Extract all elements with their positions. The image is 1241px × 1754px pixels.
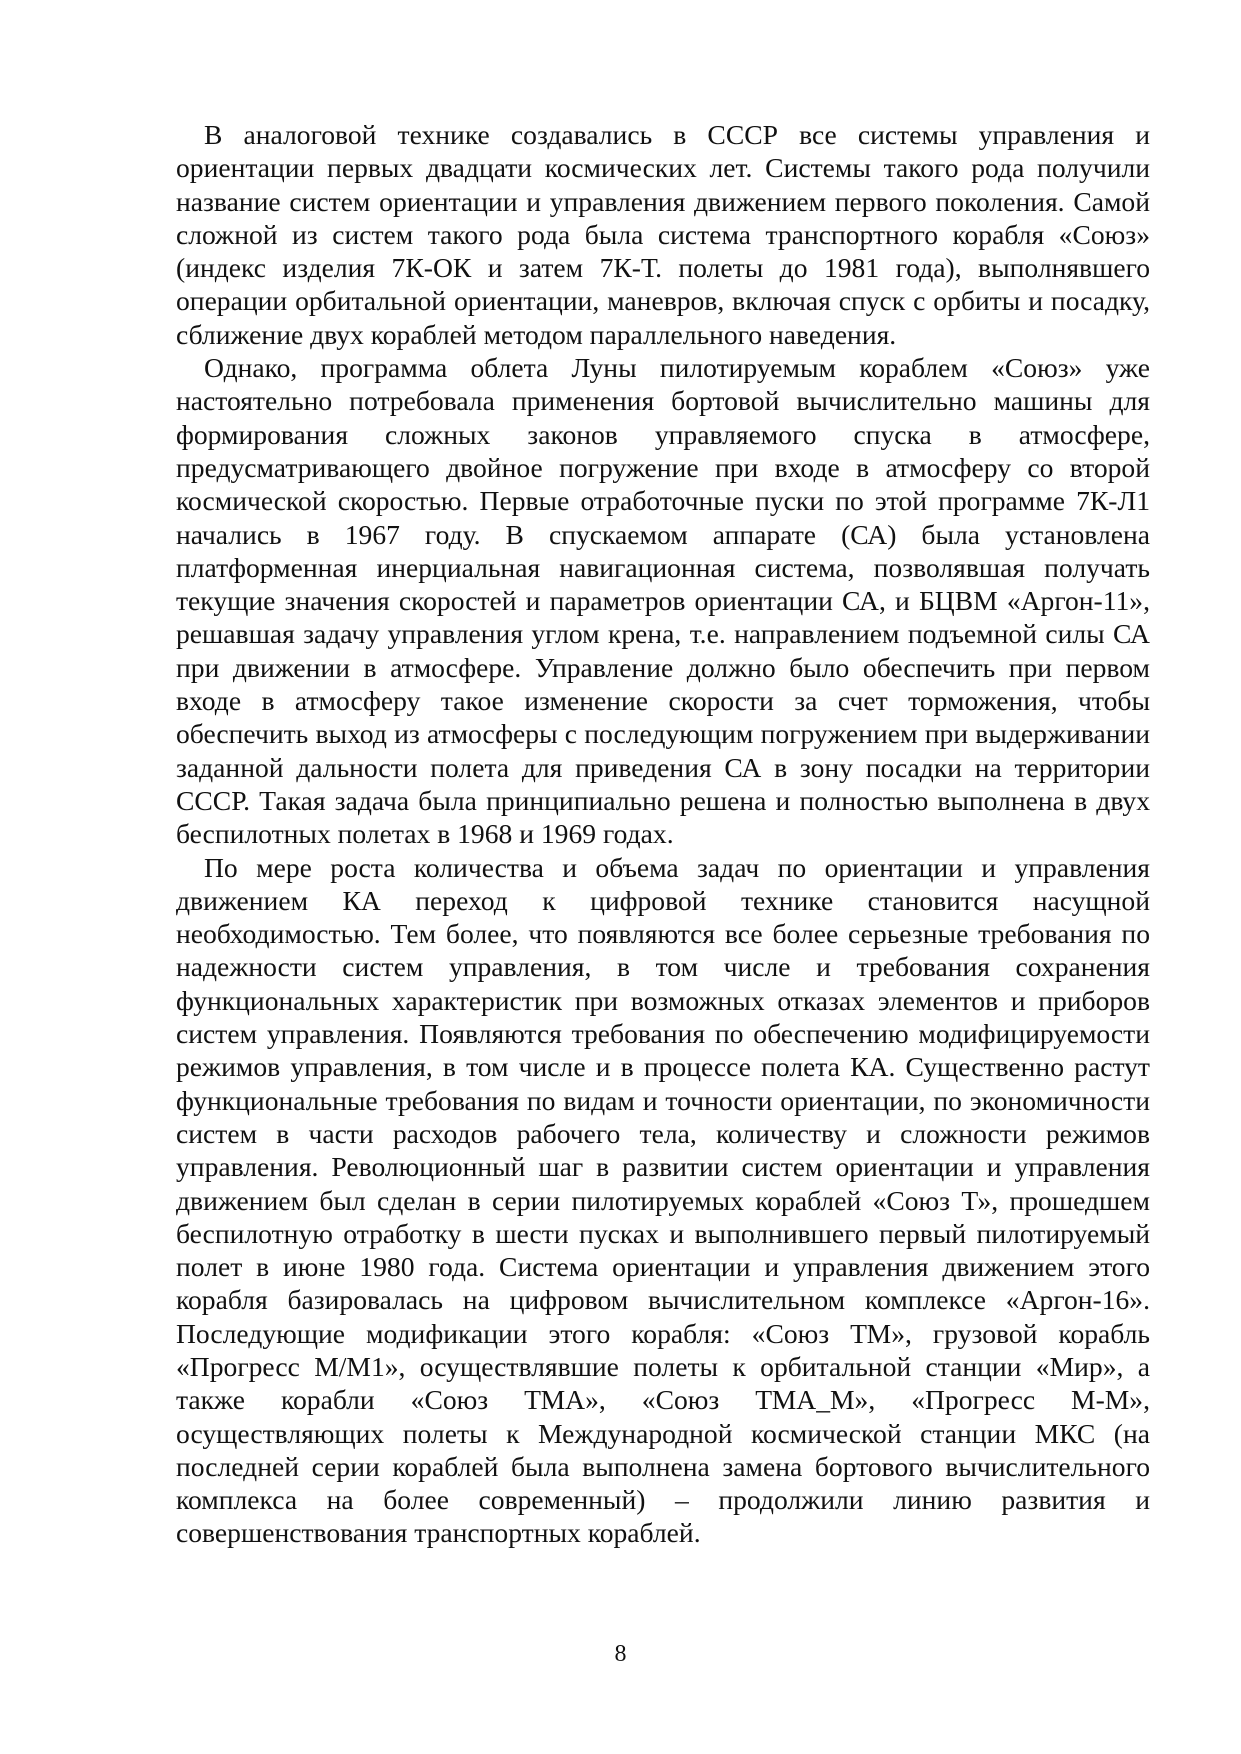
paragraph-1: В аналоговой технике создавались в СССР все системы управления и ориентации первых двадцати космических лет. Системы такого рода получили название систем ориентации и управления движением первого поколения. Самой сложной из систем такого рода была система транспортного корабля «Союз» (индекс изделия 7К-ОК и затем 7К-Т. полеты до 1981 года), выполнявшего операции орбитальной ориентации, маневров, включая спуск с орбиты и посадку, сближение двух кораблей методом параллельного наведения. bbox=[176, 119, 1150, 350]
document-body bbox=[176, 118, 1150, 1550]
page-number: 8 bbox=[614, 1641, 627, 1667]
paragraph-3: По мере роста количества и объема задач по ориентации и управления движением КА переход к цифровой технике становится насущной необходимостью. Тем более, что появляются все более серьезные требования по надежности систем управления, в том числе и требования сохранения функциональных характеристик при возможных отказах элементов и приборов систем управления. Появляются требования по обеспечению модифицируемости режимов управления, в том числе и в процессе полета КА. Существенно растут функциональные требования по видам и точности ориентации, по экономичности систем в части расходов рабочего тела, количеству и сложности режимов управления. Революционный шаг в развитии систем ориентации и управления движением был сделан в серии пилотируемых кораблей «Союз Т», прошедшем беспилотную отработку в шести пусках и выполнившего первый пилотируемый полет в июне 1980 года. Система ориентации и управления движением этого корабля базировалась на цифровом вычислительном комплексе «Аргон-16». Последующие модификации этого корабля: «Союз ТМ», грузовой корабль «Прогресс М/М1», осуществлявшие полеты к орбитальной станции «Мир», а также корабли «Союз ТМА», «Союз ТМА_М», «Прогресс М-М», осуществляющих полеты к Международной космической станции МКС (на последней серии кораблей была выполнена замена бортового вычислительного комплекса на более современный) – продолжили линию развития и совершенствования транспортных кораблей. bbox=[176, 851, 1150, 1549]
paragraph-2: Однако, программа облета Луны пилотируемым кораблем «Союз» уже настоятельно потребовала применения бортовой вычислительно машины для формирования сложных законов управляемого спуска в атмосфере, предусматривающего двойное погружение при входе в атмосферу со второй космической скоростью. Первые отработочные пуски по этой программе 7К-Л1 начались в 1967 году. В спускаемом аппарате (СА) была установлена платформенная инерциальная навигационная система, позволявшая получать текущие значения скоростей и параметров ориентации СА, и БЦВМ «Аргон-11», решавшая задачу управления углом крена, т.е. направлением подъемной силы СА при движении в атмосфере. Управление должно было обеспечить при первом входе в атмосферу такое изменение скорости за счет торможения, чтобы обеспечить выход из атмосферы с последующим погружением при выдерживании заданной дальности полета для приведения СА в зону посадки на территории СССР. Такая задача была принципиально решена и полностью выполнена в двух беспилотных полетах в 1968 и 1969 годах. bbox=[176, 352, 1150, 850]
